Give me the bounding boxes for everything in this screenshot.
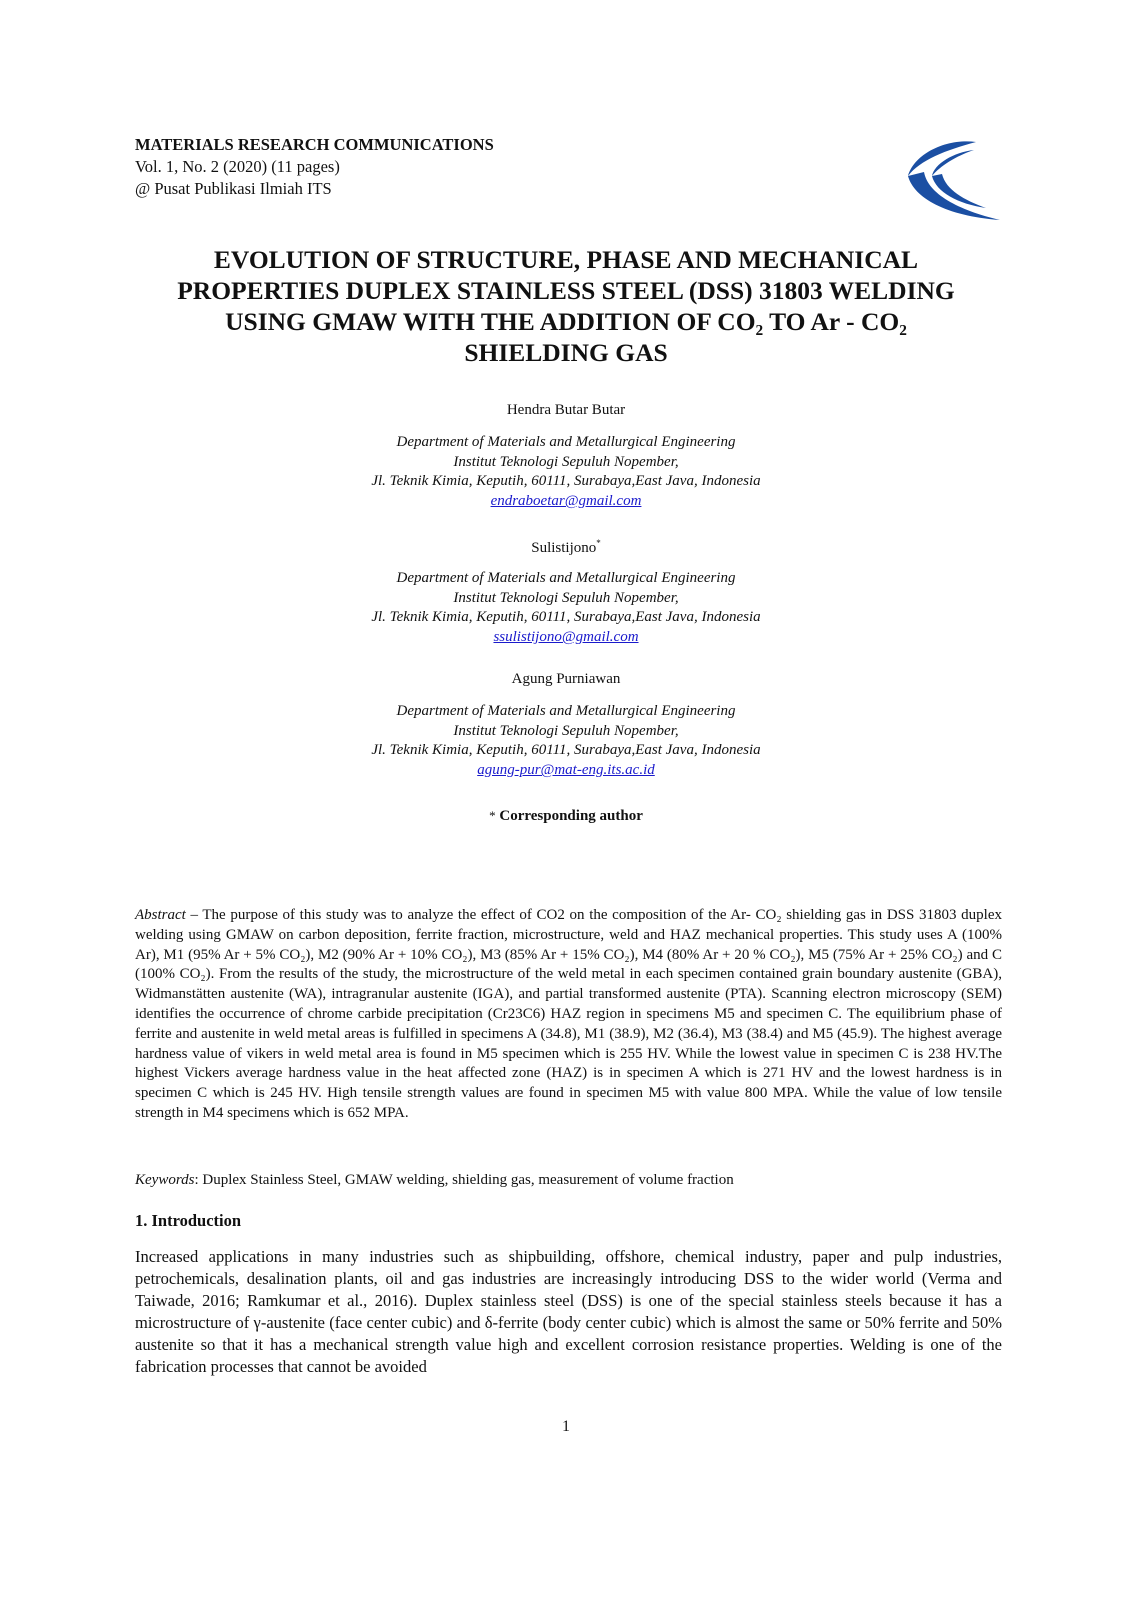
author-email-link[interactable]: ssulistijono@gmail.com [493, 629, 639, 646]
author-name [140, 538, 992, 557]
affiliation-address: Jl. Teknik Kimia, Keputih, 60111, Surabaya,East Java, Indonesia [371, 473, 761, 490]
author-name [140, 402, 992, 419]
affiliation-institute: Institut Teknologi Sepuluh Nopember, [453, 589, 679, 606]
affiliation-institute: Institut Teknologi Sepuluh Nopember, [453, 453, 679, 470]
section-heading-introduction: 1. Introduction [135, 1211, 242, 1230]
author-name-text: Agung Purniawan [511, 671, 621, 687]
journal-header [135, 134, 494, 200]
affiliation-address: Jl. Teknik Kimia, Keputih, 60111, Surabaya,East Java, Indonesia [371, 609, 761, 626]
journal-publisher: @ Pusat Publikasi Ilmiah ITS [135, 179, 332, 198]
keywords-label: Keywords [135, 1172, 195, 1188]
abstract [135, 906, 1002, 1124]
author-affiliation [140, 433, 992, 512]
corresponding-marker: * [596, 538, 601, 548]
corresponding-label: Corresponding author [499, 808, 643, 824]
paper-title [140, 244, 992, 368]
author-name-text: Sulistijono [531, 540, 597, 556]
author-name-text: Hendra Butar Butar [506, 402, 626, 418]
author-affiliation [140, 702, 992, 781]
title-line: PROPERTIES DUPLEX STAINLESS STEEL (DSS) 31803 WELDING [177, 276, 955, 305]
affiliation-department: Department of Materials and Metallurgical Engineering [396, 434, 736, 450]
author-email-link[interactable]: agung-pur@mat-eng.its.ac.id [477, 762, 655, 779]
title-line: EVOLUTION OF STRUCTURE, PHASE AND MECHANICAL [213, 245, 919, 274]
affiliation-institute: Institut Teknologi Sepuluh Nopember, [453, 722, 679, 739]
corresponding-star: * [489, 808, 496, 823]
journal-volume: Vol. 1, No. 2 (2020) (11 pages) [135, 157, 340, 176]
corresponding-author-note [140, 808, 992, 825]
keywords [135, 1170, 1002, 1190]
affiliation-address: Jl. Teknik Kimia, Keputih, 60111, Surabaya,East Java, Indonesia [371, 742, 761, 759]
journal-crescent-logo-icon [906, 140, 1001, 222]
journal-name: MATERIALS RESEARCH COMMUNICATIONS [135, 135, 494, 154]
page-number: 1 [562, 1418, 570, 1435]
author-affiliation [140, 569, 992, 648]
affiliation-department: Department of Materials and Metallurgical Engineering [396, 570, 736, 586]
title-line: SHIELDING GAS [464, 338, 668, 367]
author-email-link[interactable]: endraboetar@gmail.com [490, 493, 642, 510]
abstract-text: – The purpose of this study was to analyze the effect of CO2 on the composition of the Ar- CO₂ shielding gas in DSS 31803 duplex welding using GMAW on carbon deposition, ferrite fraction, microstructure, weld and HAZ mechanical properties. This study uses A (100% Ar), M1 (95% Ar + 5% CO₂), M2 (90% Ar + 10% CO₂), M3 (85% Ar + 15% CO₂), M4 (80% Ar + 20 % CO₂), M5 (75% Ar + 25% CO₂) and C (100% CO₂). From the results of the study, the microstructure of the weld metal in each specimen contained grain boundary austenite (GBA), Widmanstätten austenite (WA), intragranular austenite (IGA), and partial transformed austenite (PTA). Scanning electron microscopy (SEM) identifies the occurrence of chrome carbide precipitation (Cr23C6) HAZ region in specimens M5 and specimen C. The equilibrium phase of ferrite and austenite in weld metal areas is fulfilled in specimens A (34.8), M1 (38.9), M2 (36.4), M3 (38.4) and M5 (45.9). The highest average hardness value of vikers in weld metal area is found in M5 specimen which is 255 HV. While the lowest value in specimen C is 238 HV.The highest Vickers average hardness value in the heat affected zone (HAZ) is in specimen A which is 271 HV and the lowest hardness is in specimen C which is 245 HV. High tensile strength values are found in specimen M5 with value 800 MPA. While the value of low tensile strength in M4 specimens which is 652 MPA. [135, 907, 1002, 1121]
keywords-text: : Duplex Stainless Steel, GMAW welding, shielding gas, measurement of volume fraction [194, 1172, 734, 1188]
author-name [140, 671, 992, 688]
introduction-paragraph: Increased applications in many industries such as shipbuilding, offshore, chemical industry, paper and pulp industries, petrochemicals, desalination plants, oil and gas industries are increasingly introducing DSS to the wider world (Verma and Taiwade, 2016; Ramkumar et al., 2016). Duplex stainless steel (DSS) is one of the special stainless steels because it has a microstructure of γ-austenite (face center cubic) and δ-ferrite (body center cubic) which is almost the same or 50% ferrite and 50% austenite so that it has a mechanical strength value high and excellent corrosion resistance properties. Welding is one of the fabrication processes that cannot be avoided [135, 1247, 1002, 1376]
abstract-label: Abstract [135, 907, 186, 923]
title-line: USING GMAW WITH THE ADDITION OF CO₂ TO Ar - CO₂ [225, 307, 907, 336]
affiliation-department: Department of Materials and Metallurgical Engineering [396, 703, 736, 719]
